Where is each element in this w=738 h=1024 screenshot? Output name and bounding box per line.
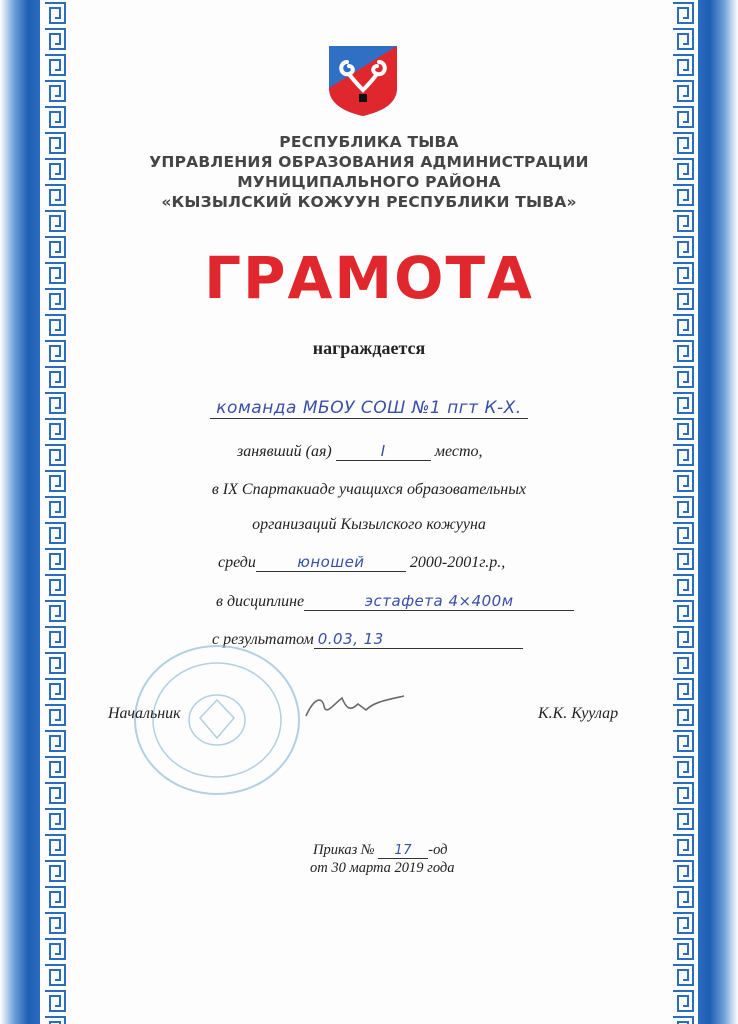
among-suffix: 2000-2001г.р., bbox=[409, 554, 506, 571]
recipient-line bbox=[0, 398, 738, 419]
header-line-3: МУНИЦИПАЛЬНОГО РАЙОНА bbox=[237, 173, 501, 191]
discipline-line bbox=[216, 592, 574, 611]
order-number: 17 bbox=[378, 843, 428, 859]
among-prefix: среди bbox=[218, 554, 256, 571]
certificate-title: ГРАМОТА bbox=[204, 244, 534, 312]
coat-of-arms-icon bbox=[325, 42, 401, 118]
header-line-1: РЕСПУБЛИКА ТЫВА bbox=[279, 133, 459, 151]
header-line-4: «КЫЗЫЛСКИЙ КОЖУУН РЕСПУБЛИКИ ТЫВА» bbox=[161, 193, 577, 211]
place-value: I bbox=[336, 442, 431, 461]
discipline-value: эстафета 4×400м bbox=[304, 592, 574, 611]
among-value: юношей bbox=[256, 553, 406, 572]
awarded-label: награждается bbox=[312, 338, 426, 358]
order-suffix: -од bbox=[428, 842, 448, 858]
event-line-1: в IX Спартакиаде учащихся образовательных bbox=[211, 481, 527, 498]
among-line bbox=[218, 553, 505, 572]
order-date: от 30 марта 2019 года bbox=[310, 860, 455, 876]
result-prefix: с результатом bbox=[212, 631, 314, 648]
order-line bbox=[313, 842, 447, 859]
signatory-title: Начальник bbox=[108, 705, 181, 722]
place-prefix: занявший (ая) bbox=[237, 443, 332, 460]
order-prefix: Приказ № bbox=[313, 842, 375, 858]
place-suffix: место, bbox=[434, 443, 483, 460]
signatory-name: К.К. Куулар bbox=[538, 705, 619, 722]
signature bbox=[300, 690, 410, 726]
result-value: 0.03, 13 bbox=[314, 630, 523, 649]
recipient-name: команда МБОУ СОШ №1 пгт К-Х. bbox=[210, 398, 527, 419]
event-line-2: организаций Кызылского кожууна bbox=[252, 516, 486, 533]
discipline-prefix: в дисциплине bbox=[216, 593, 305, 610]
header-line-2: УПРАВЛЕНИЯ ОБРАЗОВАНИЯ АДМИНИСТРАЦИИ bbox=[149, 153, 589, 171]
place-line bbox=[237, 442, 483, 461]
